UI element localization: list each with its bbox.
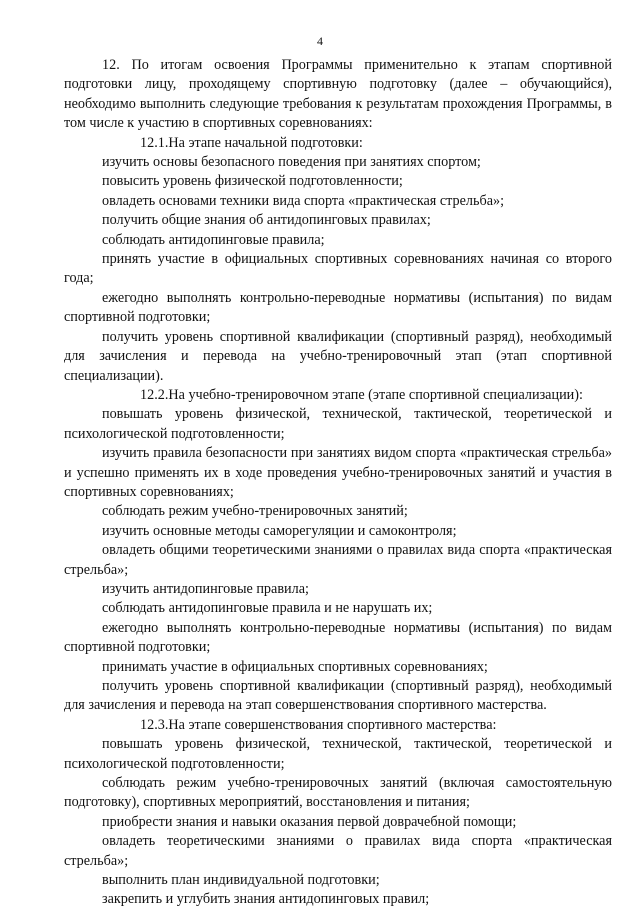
paragraph: изучить правила безопасности при занятиях видом спорта «практическая стрельба» и успешно применять их в ходе проведения учебно-тренировочных занятий и участия в спортивных соревнованиях; bbox=[64, 445, 612, 500]
paragraph: ежегодно выполнять контрольно-переводные нормативы (испытания) по видам спортивной подготовки; bbox=[64, 619, 612, 656]
paragraph: получить уровень спортивной квалификации (спортивный разряд), необходимый для зачисления и перевода на этап совершенствования спортивного мастерства. bbox=[64, 678, 612, 714]
paragraph: ежегодно выполнять контрольно-переводные нормативы (испытания) по видам спортивной подготовки; bbox=[64, 289, 612, 326]
paragraph: 12. По итогам освоения Программы применительно к этапам спортивной подготовки лицу, проходящему спортивную подготовку (далее – обучающийся), необходимо выполнить следующие требования к результатам прохождения Программы, в том числе к участию в спортивных соревнованиях: bbox=[64, 57, 612, 132]
section-title: На этапе начальной подготовки: bbox=[168, 134, 363, 151]
section-number: 12.2. bbox=[140, 386, 169, 403]
paragraph: повысить уровень физической подготовленности; bbox=[102, 173, 403, 190]
section-title: На учебно-тренировочном этапе (этапе спортивной специализации): bbox=[168, 386, 583, 403]
section-heading bbox=[64, 134, 612, 153]
section-number: 12.1. bbox=[140, 134, 169, 151]
paragraph: принять участие в официальных спортивных соревнованиях начиная со второго года; bbox=[64, 251, 612, 287]
section-heading bbox=[64, 386, 612, 405]
paragraph: соблюдать режим учебно-тренировочных занятий; bbox=[102, 503, 408, 520]
paragraph: закрепить и углубить знания антидопинговых правил; bbox=[102, 891, 430, 908]
paragraph: получить общие знания об антидопинговых правилах; bbox=[102, 212, 431, 229]
paragraph: выполнить план индивидуальной подготовки; bbox=[102, 872, 380, 889]
paragraph: изучить антидопинговые правила; bbox=[102, 580, 309, 597]
paragraph: соблюдать антидопинговые правила и не нарушать их; bbox=[102, 600, 433, 617]
paragraph: овладеть теоретическими знаниями о правилах вида спорта «практическая стрельба»; bbox=[64, 833, 612, 869]
section-title: На этапе совершенствования спортивного мастерства: bbox=[168, 716, 497, 733]
page-number: 4 bbox=[317, 34, 323, 48]
paragraph: получить уровень спортивной квалификации (спортивный разряд), необходимый для зачисления и перевода на учебно-тренировочный этап (этап спортивной специализации). bbox=[64, 328, 612, 384]
paragraph: приобрести знания и навыки оказания первой доврачебной помощи; bbox=[102, 813, 517, 830]
section-number: 12.3. bbox=[140, 716, 169, 733]
paragraph: изучить основные методы саморегуляции и самоконтроля; bbox=[102, 522, 457, 539]
paragraph: соблюдать режим учебно-тренировочных занятий (включая самостоятельную подготовку), спортивных мероприятий, восстановления и питания; bbox=[64, 775, 612, 811]
paragraph: соблюдать антидопинговые правила; bbox=[102, 231, 325, 248]
document-body bbox=[64, 56, 612, 910]
paragraph: изучить основы безопасного поведения при занятиях спортом; bbox=[102, 154, 481, 171]
paragraph: принимать участие в официальных спортивных соревнованиях; bbox=[102, 658, 488, 675]
paragraph: повышать уровень физической, технической, тактической, теоретической и психологической подготовленности; bbox=[64, 406, 612, 442]
section-heading bbox=[64, 716, 612, 735]
paragraph: овладеть основами техники вида спорта «практическая стрельба»; bbox=[102, 192, 505, 209]
paragraph: повышать уровень физической, технической, тактической, теоретической и психологической подготовленности; bbox=[64, 736, 612, 772]
paragraph: овладеть общими теоретическими знаниями о правилах вида спорта «практическая стрельба»; bbox=[64, 542, 612, 578]
